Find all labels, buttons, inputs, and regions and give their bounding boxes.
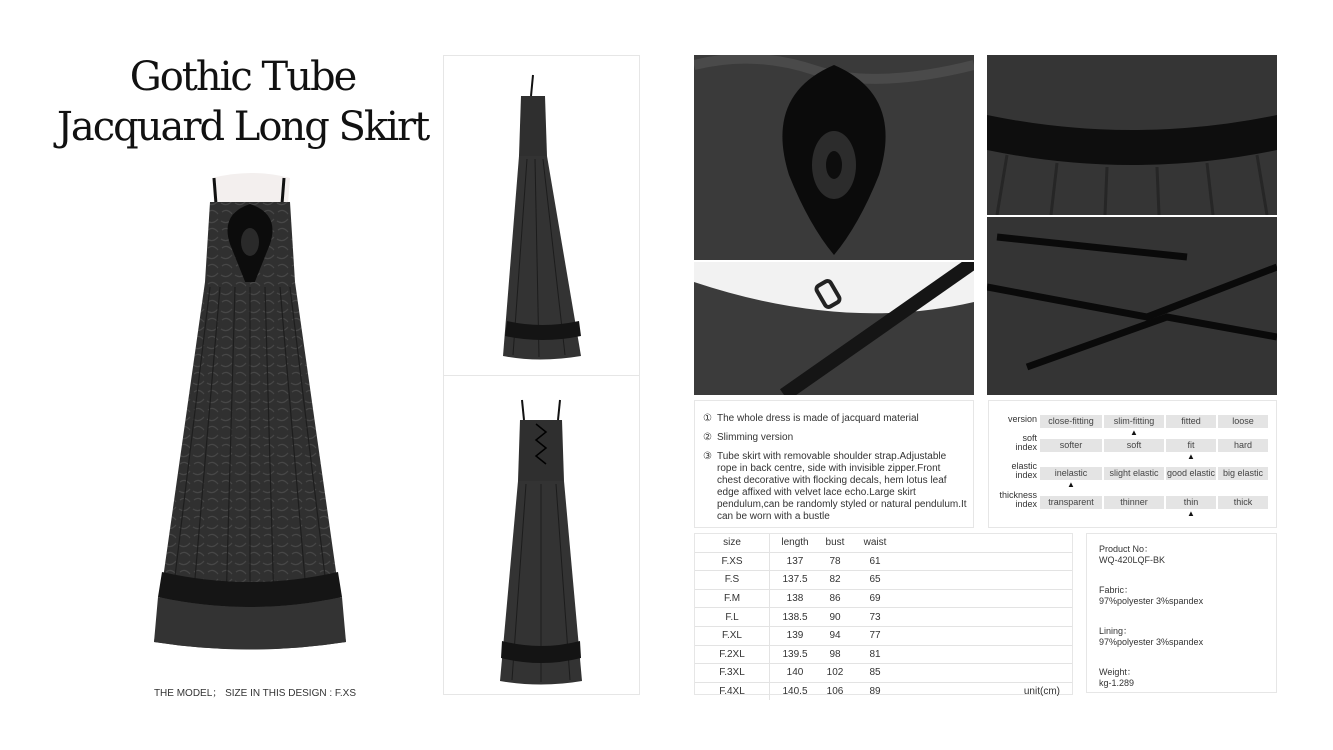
feature-text: Slimming version: [717, 432, 794, 443]
index-option: thin: [1166, 496, 1216, 509]
index-option: big elastic: [1218, 467, 1268, 480]
table-cell: 61: [850, 552, 900, 571]
product-number: [1099, 544, 1264, 566]
table-cell: F.XS: [695, 552, 770, 571]
table-cell: 106: [826, 686, 844, 698]
table-cell-spacer: [900, 589, 1072, 608]
selected-indicator-icon: ▲: [1187, 452, 1195, 461]
table-row: [695, 608, 1072, 627]
product-number-label: Product No：: [1099, 544, 1154, 554]
index-option: inelastic: [1040, 467, 1102, 480]
index-options: [1040, 467, 1268, 480]
table-cell: F.S: [695, 571, 770, 590]
table-cell: 138.5: [770, 608, 821, 627]
title-line-2: Jacquard Long Skirt: [56, 104, 429, 150]
index-option: slight elastic: [1104, 467, 1164, 480]
table-cell: F.3XL: [695, 664, 770, 683]
table-cell: 140.5: [782, 686, 808, 698]
table-row: [695, 645, 1072, 664]
table-cell: 102: [820, 664, 850, 683]
back-view-image: [496, 396, 586, 686]
table-cell-spacer: [900, 664, 1072, 683]
lining-value: 97%polyester 3%spandex: [1099, 637, 1204, 647]
views-divider: [444, 375, 639, 376]
title-line-1: Gothic Tube: [129, 54, 356, 100]
table-cell: 65: [850, 571, 900, 590]
size-table: [695, 534, 1072, 700]
index-row: [989, 461, 1278, 491]
table-cell: 86: [820, 589, 850, 608]
lining-info: [1099, 626, 1264, 648]
table-cell: 137.5: [770, 571, 821, 590]
table-cell: F.M: [695, 589, 770, 608]
table-cell-spacer: [900, 552, 1072, 571]
table-cell: 139.5: [770, 645, 821, 664]
side-view-image: [499, 71, 589, 361]
index-label: thickness index: [999, 490, 1037, 509]
column-header: waist: [850, 534, 900, 552]
selected-indicator-icon: ▲: [1187, 509, 1195, 518]
index-label: elastic index: [1011, 461, 1037, 480]
index-row: [989, 433, 1278, 463]
table-cell: 140: [770, 664, 821, 683]
size-table-panel: [694, 533, 1073, 698]
index-option: thick: [1218, 496, 1268, 509]
weight-label: Weight：: [1099, 667, 1136, 677]
table-row: [695, 589, 1072, 608]
detail-lace-hem-image: [987, 55, 1277, 215]
index-option: hard: [1218, 439, 1268, 452]
product-info-panel: [1086, 533, 1277, 693]
index-option: slim-fitting: [1104, 415, 1164, 428]
index-option: fitted: [1166, 415, 1216, 428]
table-row: [695, 571, 1072, 590]
index-option: thinner: [1104, 496, 1164, 509]
index-options: [1040, 496, 1268, 509]
product-title: [40, 52, 445, 152]
detail-applique-image: [694, 55, 974, 260]
table-cell: 94: [820, 626, 850, 645]
table-row: [695, 552, 1072, 571]
fit-index-panel: [988, 400, 1277, 528]
table-cell-spacer: [900, 571, 1072, 590]
index-options: [1040, 439, 1268, 452]
selected-indicator-icon: ▲: [1130, 428, 1138, 437]
fabric-value: 97%polyester 3%spandex: [1099, 596, 1204, 606]
table-cell-spacer: [900, 608, 1072, 627]
feature-item: [703, 413, 967, 425]
table-cell-spacer: [900, 626, 1072, 645]
table-cell: F.XL: [695, 626, 770, 645]
table-cell: 69: [850, 589, 900, 608]
product-number-value: WQ-420LQF-BK: [1099, 555, 1166, 565]
features-panel: [694, 400, 974, 528]
column-header: size: [695, 534, 770, 552]
table-cell: 137: [770, 552, 821, 571]
table-cell: 73: [850, 608, 900, 627]
model-size-note: THE MODEL； SIZE IN THIS DESIGN : F.XS: [153, 688, 357, 699]
detail-strap-hook-image: [694, 262, 974, 395]
weight-info: [1099, 667, 1264, 689]
lining-label: Lining：: [1099, 626, 1133, 636]
table-cell: 89: [869, 686, 881, 698]
table-cell: 77: [850, 626, 900, 645]
index-option: soft: [1104, 439, 1164, 452]
index-option: softer: [1040, 439, 1102, 452]
header-spacer: [900, 534, 1072, 552]
index-option: good elastic: [1166, 468, 1216, 478]
index-option: loose: [1218, 415, 1268, 428]
index-option: transparent: [1040, 496, 1102, 509]
weight-value: kg-1.289: [1099, 678, 1135, 688]
table-cell: F.2XL: [695, 645, 770, 664]
feature-number: ①: [703, 413, 712, 424]
table-row: [695, 626, 1072, 645]
alternate-views-panel: [443, 55, 640, 695]
table-cell: 82: [820, 571, 850, 590]
fabric-label: Fabric：: [1099, 585, 1134, 595]
feature-item: [703, 432, 967, 444]
detail-back-lacing-image: [987, 217, 1277, 395]
table-row: [695, 664, 1072, 683]
table-cell: 90: [820, 608, 850, 627]
table-cell: 98: [820, 645, 850, 664]
table-cell: 138: [770, 589, 821, 608]
column-header: length: [770, 534, 821, 552]
column-header: bust: [820, 534, 850, 552]
selected-indicator-icon: ▲: [1067, 480, 1075, 489]
index-row: [989, 490, 1278, 520]
index-options: [1040, 415, 1268, 428]
unit-label: unit(cm): [1023, 686, 1060, 698]
table-row: [695, 682, 1072, 700]
table-cell: 85: [850, 664, 900, 683]
feature-number: ③: [703, 451, 712, 462]
table-cell: 78: [820, 552, 850, 571]
feature-text: The whole dress is made of jacquard material: [717, 413, 919, 424]
index-label: version: [1007, 414, 1037, 424]
feature-text: Tube skirt with removable shoulder strap.Adjustable rope in back centre, side with invisible zipper.Front chest decorative with flocking decals, hem lotus leaf edge affixed with velvet lace echo.Large skirt pendulum,can be randomly styled or natural pendulum.It can be worn with a bustle: [717, 451, 967, 522]
index-option: close-fitting: [1040, 415, 1102, 428]
size-table-header: [695, 534, 1072, 552]
main-dress-image: [150, 172, 350, 662]
index-option: fit: [1166, 439, 1216, 452]
table-cell: F.L: [695, 608, 770, 627]
feature-item: [703, 451, 967, 523]
table-cell: F.4XL: [695, 682, 770, 700]
index-label: soft index: [1015, 433, 1037, 452]
table-cell: 139: [770, 626, 821, 645]
table-cell: 81: [850, 645, 900, 664]
table-cell-spacer: [900, 645, 1072, 664]
feature-number: ②: [703, 432, 712, 443]
fabric-info: [1099, 585, 1264, 607]
